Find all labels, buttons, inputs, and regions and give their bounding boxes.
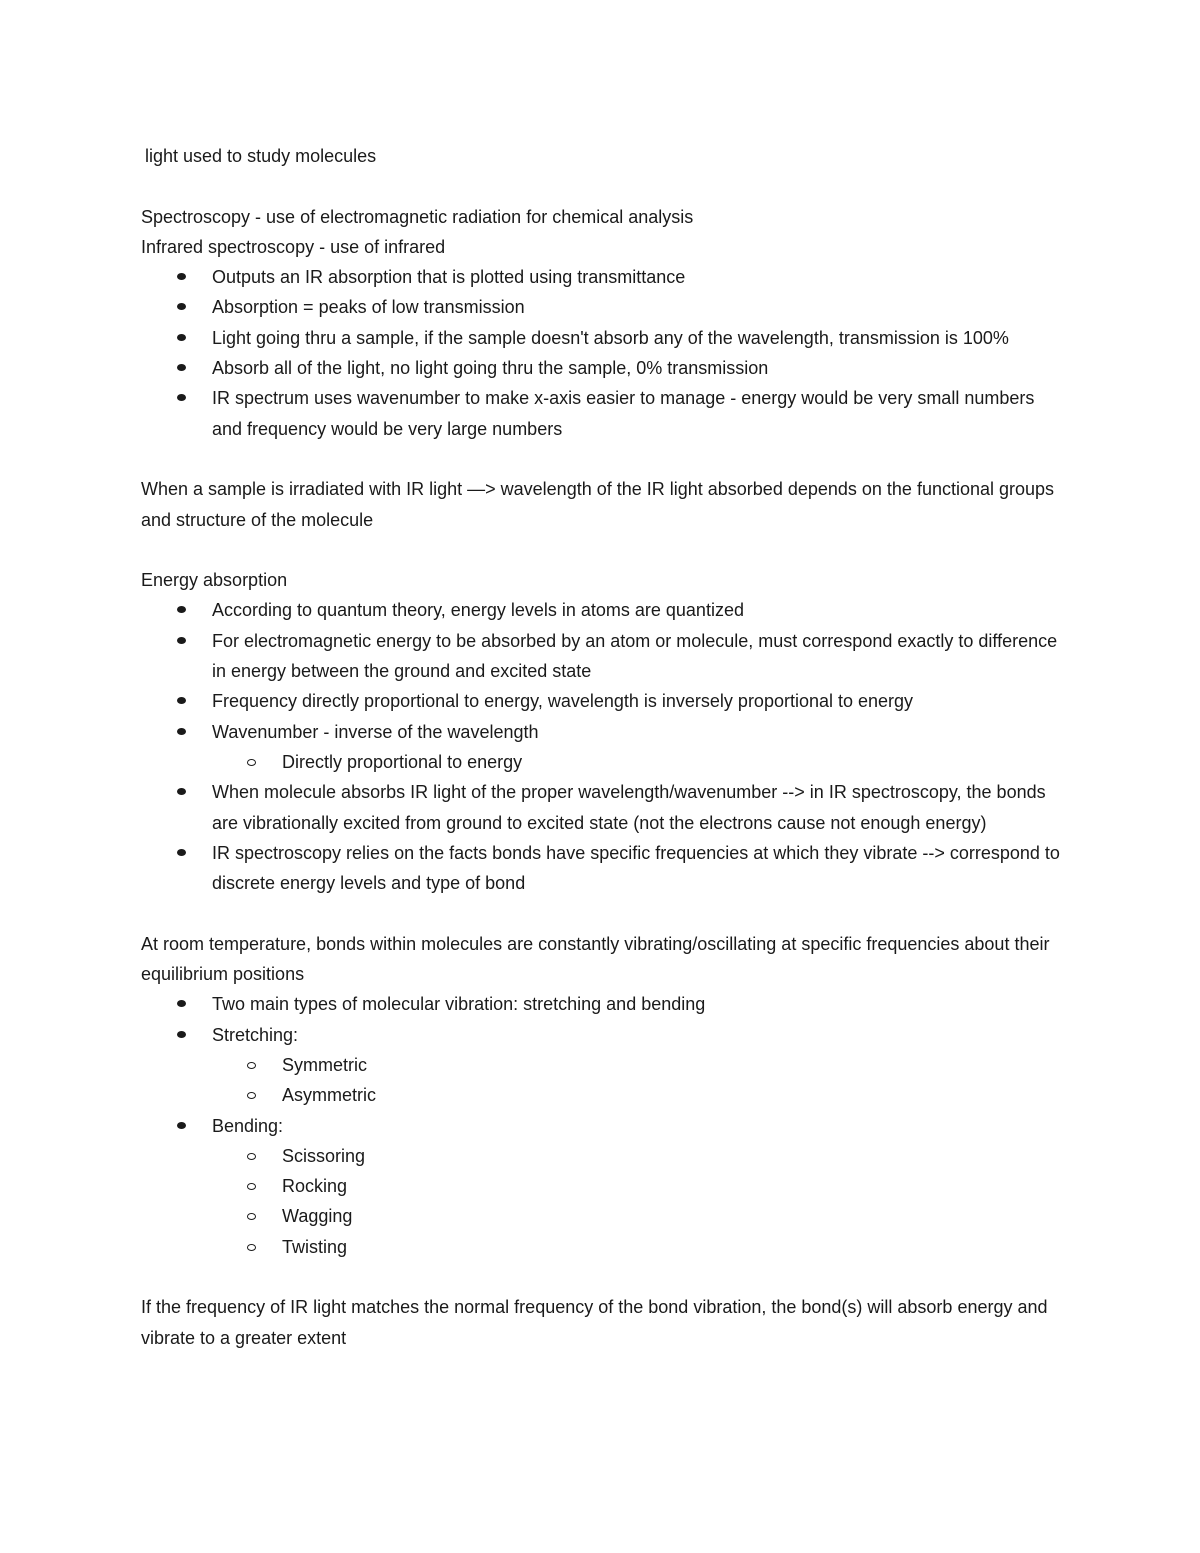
sub-list-item: Scissoring xyxy=(282,1141,1061,1171)
bending-sub-list xyxy=(212,1141,1061,1262)
sub-list-item: Wagging xyxy=(282,1201,1061,1231)
bending-sub-wrapper xyxy=(141,1141,1061,1262)
list-item: Bending: xyxy=(212,1111,1061,1141)
energy-bullet-list-continued xyxy=(141,777,1061,898)
sub-list-item: Directly proportional to energy xyxy=(282,747,1061,777)
vibration-bullet-list xyxy=(141,989,1061,1050)
list-item: Two main types of molecular vibration: stretching and bending xyxy=(212,989,1061,1019)
list-item: Absorb all of the light, no light going thru the sample, 0% transmission xyxy=(212,353,1061,383)
list-item: Outputs an IR absorption that is plotted using transmittance xyxy=(212,262,1061,292)
irradiation-paragraph: When a sample is irradiated with IR light —> wavelength of the IR light absorbed depends on the functional groups and structure of the molecule xyxy=(141,479,1055,530)
sub-list-host xyxy=(212,1050,1061,1111)
frequency-match-paragraph: If the frequency of IR light matches the normal frequency of the bond vibration, the bond(s) will absorb energy and vibrate to a greater extent xyxy=(141,1297,1048,1348)
vibration-bullet-list-continued xyxy=(141,1111,1061,1141)
list-item: Absorption = peaks of low transmission xyxy=(212,292,1061,322)
sub-list-item: Twisting xyxy=(282,1232,1061,1262)
sub-list-item: Asymmetric xyxy=(282,1080,1061,1110)
spacer xyxy=(141,898,1061,928)
wavenumber-sub-list xyxy=(212,747,1061,777)
spectroscopy-definition: Spectroscopy - use of electromagnetic radiation for chemical analysis xyxy=(141,206,694,227)
document-title: light used to study molecules xyxy=(145,146,377,166)
spacer xyxy=(141,535,1061,565)
sub-list-host xyxy=(212,747,1061,777)
sub-list-item: Rocking xyxy=(282,1171,1061,1201)
document-content xyxy=(141,141,1061,1353)
list-item: IR spectroscopy relies on the facts bonds have specific frequencies at which they vibrate --> correspond to discrete energy levels and type of bond xyxy=(212,838,1061,899)
spacer xyxy=(141,1262,1061,1292)
energy-absorption-heading: Energy absorption xyxy=(141,570,288,591)
stretching-sub-list xyxy=(212,1050,1061,1111)
energy-bullet-list xyxy=(141,595,1061,746)
sub-list-host xyxy=(212,1141,1061,1262)
spacer xyxy=(141,444,1061,474)
list-item: Light going thru a sample, if the sample doesn't absorb any of the wavelength, transmission is 100% xyxy=(212,323,1061,353)
list-item: For electromagnetic energy to be absorbed by an atom or molecule, must correspond exactly to difference in energy between the ground and excited state xyxy=(212,626,1061,687)
list-item: Wavenumber - inverse of the wavelength xyxy=(212,717,1061,747)
room-temperature-paragraph: At room temperature, bonds within molecules are constantly vibrating/oscillating at specific frequencies about their equilibrium positions xyxy=(141,933,1050,985)
stretching-sub-wrapper xyxy=(141,1050,1061,1111)
list-item: Stretching: xyxy=(212,1020,1061,1050)
energy-sub-wrapper xyxy=(141,747,1061,777)
infrared-definition: Infrared spectroscopy - use of infrared xyxy=(141,236,446,257)
list-item: When molecule absorbs IR light of the proper wavelength/wavenumber --> in IR spectroscopy, the bonds are vibrationally excited from ground to excited state (not the electrons cause not enough energy) xyxy=(212,777,1061,838)
spacer xyxy=(141,171,1061,201)
list-item: Frequency directly proportional to energy, wavelength is inversely proportional to energy xyxy=(212,686,1061,716)
list-item: According to quantum theory, energy levels in atoms are quantized xyxy=(212,595,1061,625)
infrared-bullet-list xyxy=(141,262,1061,444)
sub-list-item: Symmetric xyxy=(282,1050,1061,1080)
list-item: IR spectrum uses wavenumber to make x-axis easier to manage - energy would be very small numbers and frequency would be very large numbers xyxy=(212,383,1061,444)
